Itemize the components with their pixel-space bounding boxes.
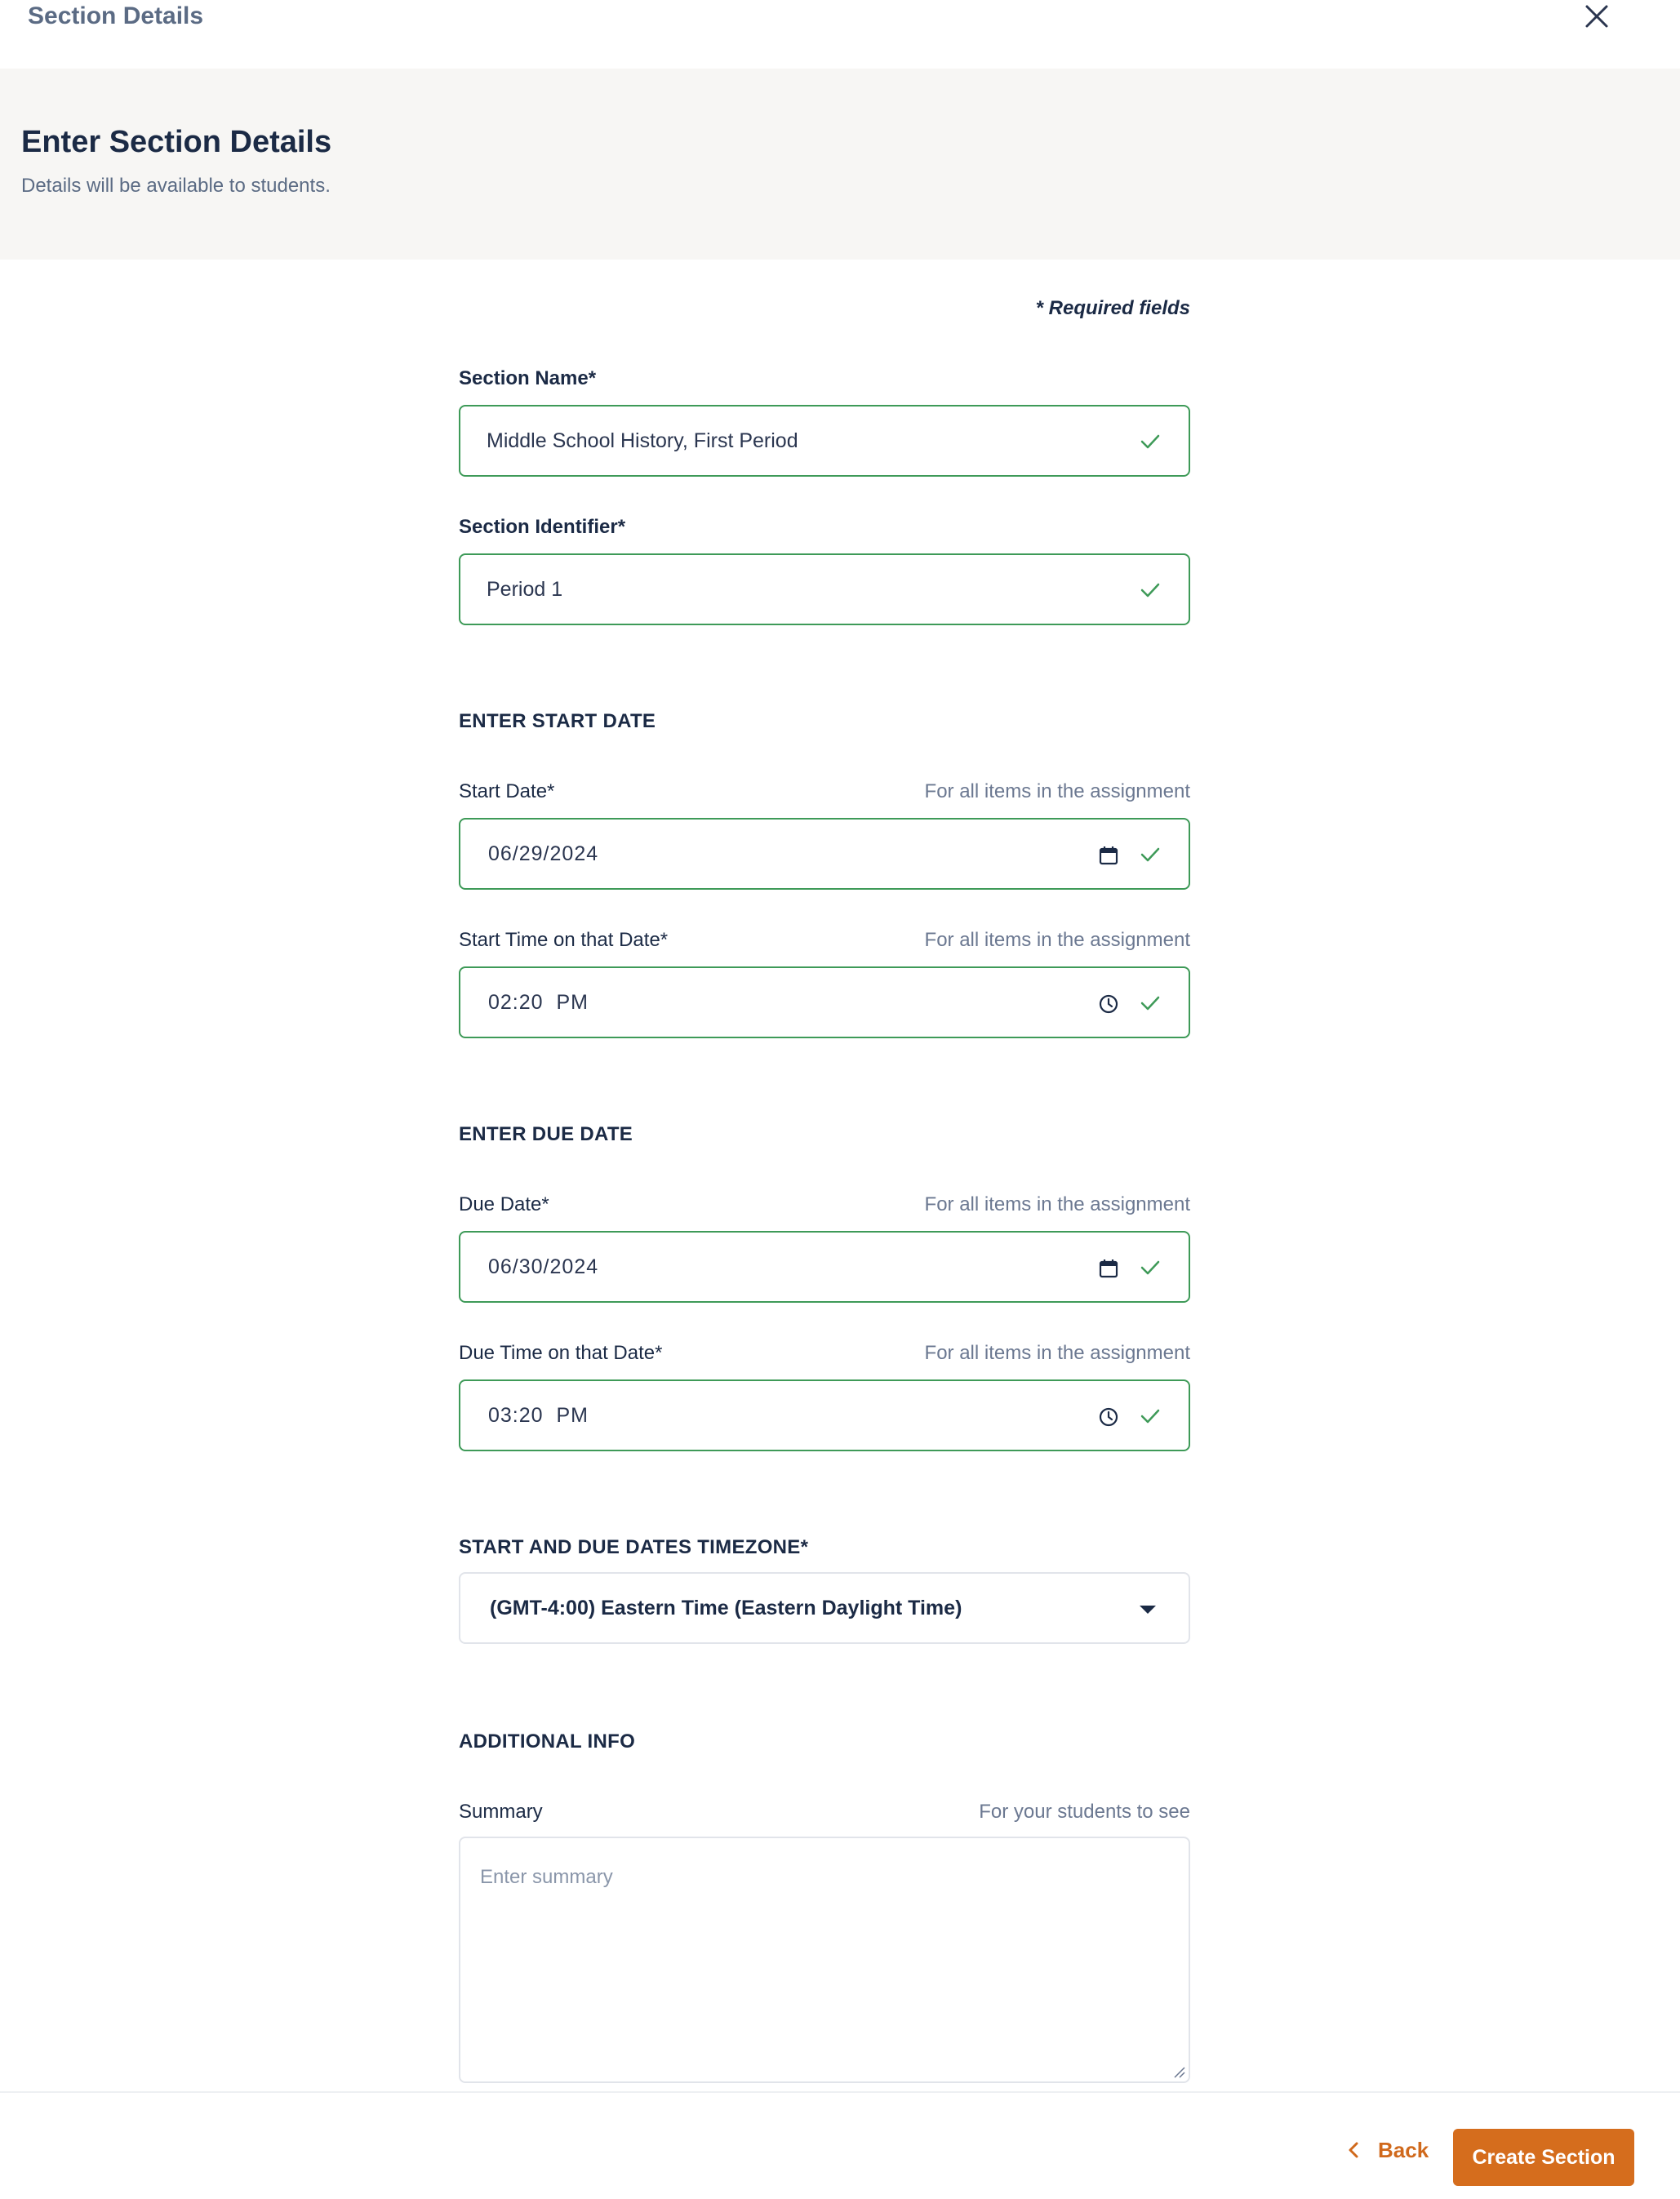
check-icon [1138, 578, 1162, 602]
start-time-input[interactable] [459, 966, 1190, 1038]
due-date-value: 06/30/2024 [488, 1255, 599, 1278]
caret-down-icon [1138, 1603, 1158, 1616]
modal-footer [0, 2091, 1680, 2199]
intro-banner [0, 69, 1680, 260]
summary-textarea[interactable] [459, 1837, 1190, 2083]
start-date-heading: ENTER START DATE [459, 710, 656, 732]
due-date-heading: ENTER DUE DATE [459, 1123, 633, 1145]
check-icon [1138, 429, 1162, 454]
resize-handle-icon[interactable] [1172, 2065, 1185, 2078]
chevron-left-icon [1345, 2140, 1362, 2160]
section-details-form [459, 260, 1190, 2091]
start-date-input[interactable] [459, 818, 1190, 890]
check-icon [1138, 842, 1162, 867]
due-time-label: Due Time on that Date* [459, 1342, 663, 1364]
section-name-input[interactable] [459, 405, 1190, 477]
due-time-input[interactable] [459, 1379, 1190, 1451]
start-date-hint: For all items in the assignment [924, 780, 1190, 802]
section-identifier-value: Period 1 [487, 578, 563, 601]
close-icon [1580, 0, 1613, 33]
modal-title: Section Details [28, 2, 204, 29]
modal-header [0, 0, 1680, 69]
create-section-button[interactable]: Create Section [1453, 2129, 1634, 2186]
start-time-value: 02:20 PM [488, 991, 589, 1014]
close-button[interactable] [1580, 0, 1613, 33]
additional-info-heading: ADDITIONAL INFO [459, 1730, 636, 1753]
calendar-icon[interactable] [1097, 1257, 1120, 1280]
start-time-hint: For all items in the assignment [924, 929, 1190, 951]
summary-placeholder: Enter summary [480, 1866, 613, 1888]
section-name-label: Section Name* [459, 367, 597, 389]
clock-icon[interactable] [1097, 993, 1120, 1015]
due-time-hint: For all items in the assignment [924, 1342, 1190, 1364]
section-identifier-input[interactable] [459, 553, 1190, 625]
start-date-label: Start Date* [459, 780, 555, 802]
timezone-heading: START AND DUE DATES TIMEZONE* [459, 1536, 809, 1558]
back-button-label: Back [1378, 2138, 1429, 2162]
due-date-label: Due Date* [459, 1193, 549, 1215]
due-time-value: 03:20 PM [488, 1404, 589, 1427]
start-time-label: Start Time on that Date* [459, 929, 669, 951]
summary-hint: For your students to see [979, 1801, 1190, 1823]
timezone-value: (GMT-4:00) Eastern Time (Eastern Daylight Time) [490, 1597, 962, 1619]
section-identifier-label: Section Identifier* [459, 516, 626, 538]
calendar-icon[interactable] [1097, 844, 1120, 867]
section-name-value: Middle School History, First Period [487, 429, 798, 452]
page-title: Enter Section Details [21, 125, 332, 159]
check-icon [1138, 1404, 1162, 1428]
start-date-value: 06/29/2024 [488, 842, 599, 865]
check-icon [1138, 991, 1162, 1015]
timezone-select[interactable] [459, 1572, 1190, 1644]
due-date-hint: For all items in the assignment [924, 1193, 1190, 1215]
clock-icon[interactable] [1097, 1406, 1120, 1428]
due-date-input[interactable] [459, 1231, 1190, 1303]
back-button[interactable] [1340, 2127, 1438, 2173]
required-fields-note: * Required fields [1035, 297, 1190, 319]
check-icon [1138, 1255, 1162, 1280]
page-subtitle: Details will be available to students. [21, 175, 331, 197]
summary-label: Summary [459, 1801, 543, 1823]
